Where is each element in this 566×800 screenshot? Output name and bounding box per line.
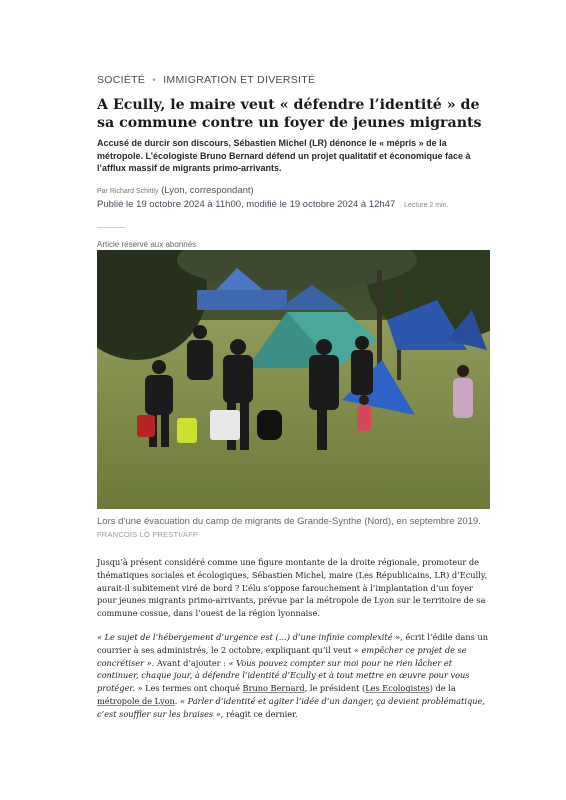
paragraph-text: , écrit l’édile dans un courrier à ses administrés, le 2 octobre, expliquant qu’il veut [97,632,488,655]
article-paragraph-2 [97,631,490,721]
quote: « Vous pouvez compter sur moi pour ne rien lâcher et continuer, chaque jour, à défendre l’identité d’Ecully et à tout mettre en œuvre pour vous protéger. » [97,657,470,694]
author-name[interactable]: Par Richard Schittly [97,188,159,195]
paragraph-text: ) de la [429,683,456,694]
photo-credit: FRANCOIS LO PRESTI/AFP [97,530,199,539]
article-photo [97,250,490,509]
paragraph-text: . Avant d’ajouter : [151,657,229,668]
article-headline: A Ecully, le maire veut « défendre l’identité » de sa commune contre un foyer de jeunes migrants [97,97,482,131]
paragraph-text: . [174,695,181,706]
quote: « empêcher ce projet de se concrétiser » [97,644,467,668]
link-metropole-de-lyon[interactable]: métropole de Lyon [97,695,175,706]
author-role: (Lyon, correspondant) [161,185,254,196]
caption-text: Lors d’une évacuation du camp de migrants de Grande-Synthe (Nord), en septembre 2019. [97,516,481,527]
photo-caption [97,515,490,541]
article-byline [97,184,490,212]
quote: « Parler d’identité et agiter l’idée d’un danger, ça devient problématique, c’est souffler sur les braises » [97,695,485,719]
publication-date: Publié le 19 octobre 2024 à 11h00, modifié le 19 octobre 2024 à 12h47 [97,199,396,210]
topic-link[interactable]: IMMIGRATION ET DIVERSITÉ [163,74,316,86]
link-les-ecologistes[interactable]: Les Ecologistes [365,683,430,694]
divider [97,227,125,228]
paragraph-text: , le président ( [304,683,366,694]
article-standfirst: Accusé de durcir son discours, Sébastien Michel (LR) dénonce le « mépris » de la métropole. L’écologiste Bruno Bernard défend un projet qualitatif et économique face à l’afflux massif de migrants primo-arrivants. [97,138,471,174]
article-kicker [97,74,315,86]
quote: « Le sujet de l’hébergement d’urgence est (…) d’une infinie complexité » [97,632,401,642]
section-link[interactable]: SOCIÉTÉ [97,74,146,86]
paragraph-text: , réagit ce dernier. [220,708,298,719]
link-bruno-bernard[interactable]: Bruno Bernard [242,683,305,694]
paragraph-text: Les termes ont choqué [142,683,243,694]
subscriber-note: Article réservé aux abonnés [97,240,197,249]
article-paragraph-1: Jusqu’à présent considéré comme une figure montante de la droite régionale, promoteur de thématiques sociales et écologiques, Sébastien Michel, maire (Les Républicains, LR) d’Ecully, aurait-il subitement viré de bord ? L’élu s’oppose farouchement à l’implantation d’un foyer pour jeunes migrants primo-arrivants, prévue par la métropole de Lyon sur le territoire de sa commune cossue, dans l’ouest de la région lyonnaise. [97,557,487,619]
migrant-camp-photo [97,250,490,509]
kicker-separator: • [152,74,157,86]
reading-time: · Lecture 2 min. [397,202,449,209]
reading-time-label: Lecture 2 min. [404,202,449,209]
